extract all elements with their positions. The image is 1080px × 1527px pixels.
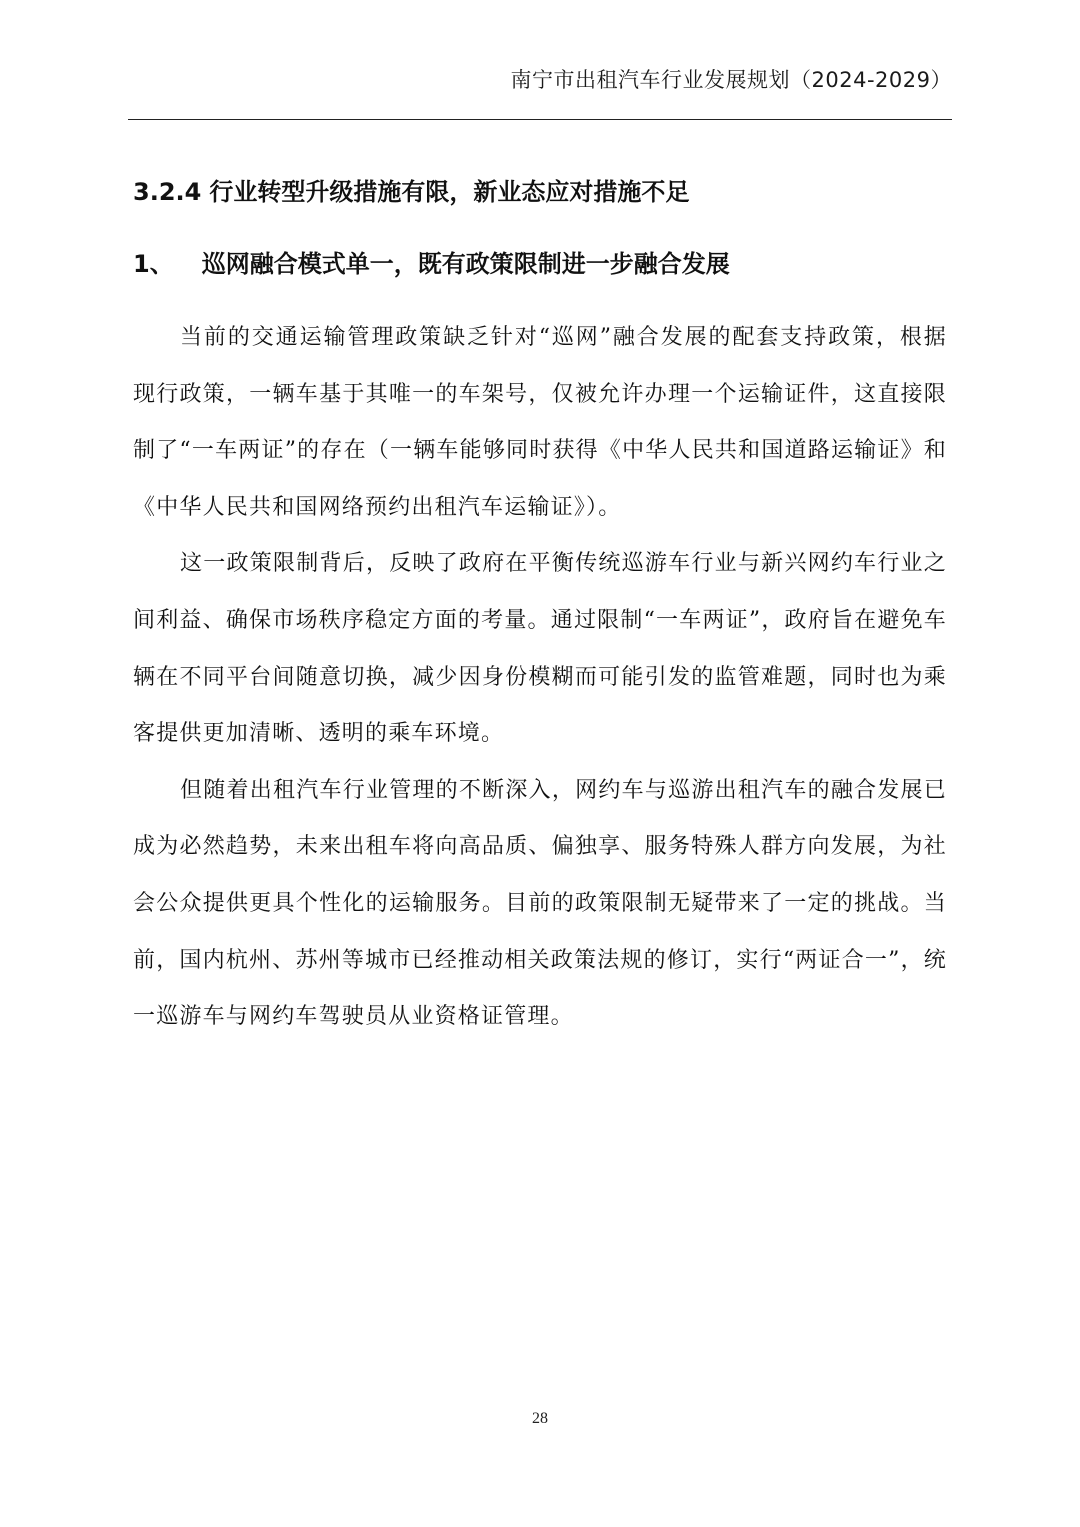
section-heading <box>133 172 689 207</box>
subsection-heading <box>133 244 730 279</box>
paragraph-3: 但随着出租汽车行业管理的不断深入，网约车与巡游出租汽车的融合发展已成为必然趋势，未来出租车将向高品质、偏独享、服务特殊人群方向发展，为社会公众提供更具个性化的运输服务。目前的政策限制无疑带来了一定的挑战。当前，国内杭州、苏州等城市已经推动相关政策法规的修订，实行“两证合一”，统一巡游车与网约车驾驶员从业资格证管理。 <box>133 777 947 1030</box>
body-text <box>133 310 947 1046</box>
paragraph-1: 当前的交通运输管理政策缺乏针对“巡网”融合发展的配套支持政策，根据现行政策，一辆车基于其唯一的车架号，仅被允许办理一个运输证件，这直接限制了“一车两证”的存在（一辆车能够同时获得《中华人民共和国道路运输证》和《中华人民共和国网络预约出租汽车运输证》）。 <box>133 325 947 520</box>
document-title: 南宁市出租汽车行业发展规划（2024-2029） <box>510 68 952 92</box>
paragraph-2: 这一政策限制背后，反映了政府在平衡传统巡游车行业与新兴网约车行业之间利益、确保市场秩序稳定方面的考量。通过限制“一车两证”，政府旨在避免车辆在不同平台间随意切换，减少因身份模糊而可能引发的监管难题，同时也为乘客提供更加清晰、透明的乘车环境。 <box>133 551 947 747</box>
section-number: 3.2.4 <box>133 178 202 206</box>
subsection-title: 巡网融合模式单一，既有政策限制进一步融合发展 <box>201 250 730 278</box>
running-header <box>128 64 952 94</box>
page-number: 28 <box>532 1410 548 1427</box>
section-title: 行业转型升级措施有限，新业态应对措施不足 <box>209 178 690 206</box>
subsection-number: 1、 <box>133 250 174 278</box>
header-divider <box>128 119 952 120</box>
